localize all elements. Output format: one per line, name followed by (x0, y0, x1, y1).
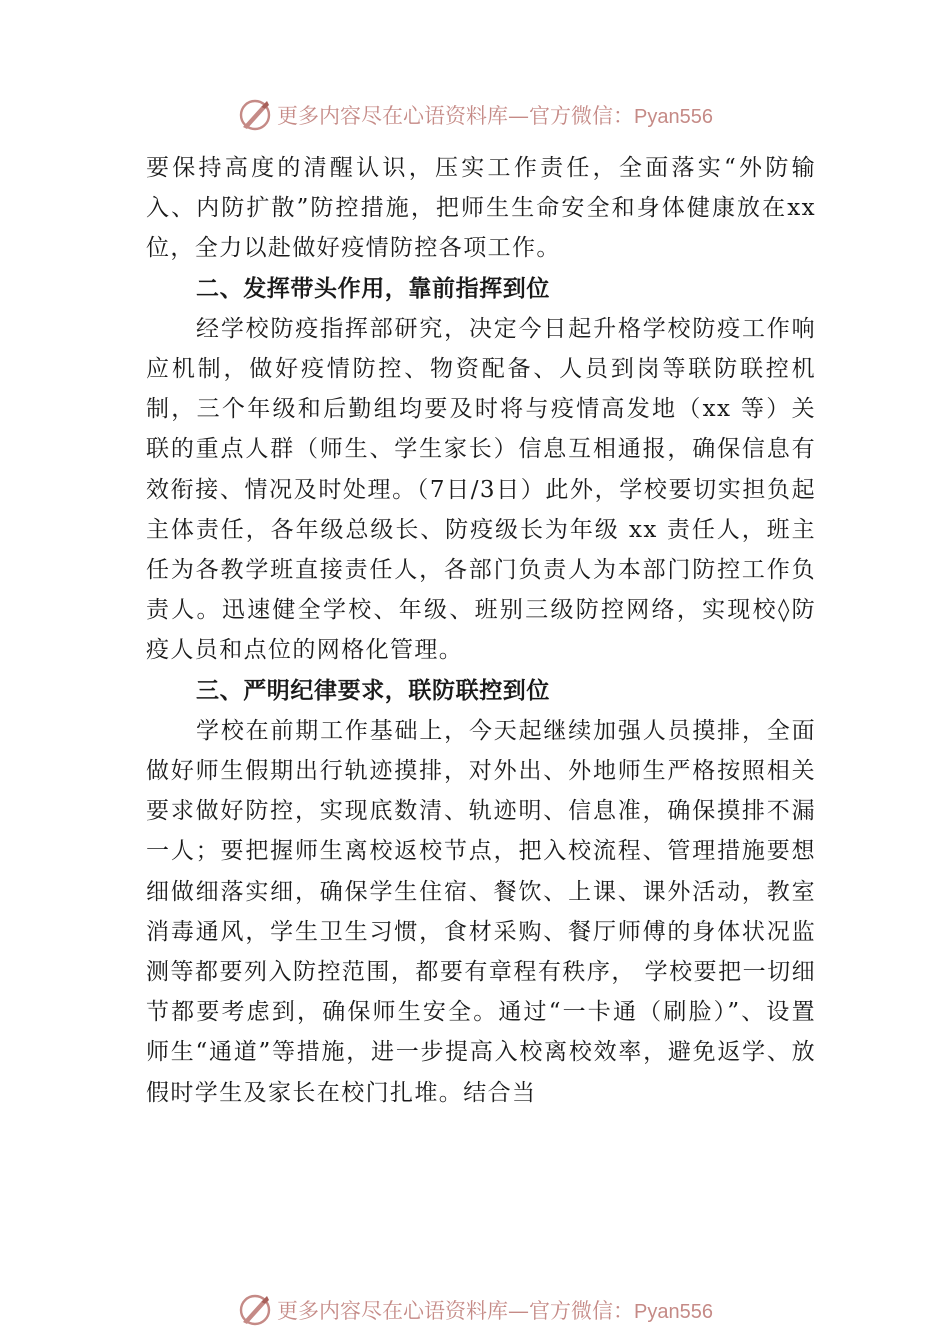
watermark-text: 更多内容尽在心语资料库—官方微信：Pyan556 (277, 104, 713, 128)
header-watermark (0, 95, 950, 135)
pen-ring-logo-icon (237, 1292, 273, 1328)
watermark-id: Pyan556 (634, 1301, 713, 1323)
document-body (146, 148, 816, 1113)
watermark-id: Pyan556 (634, 106, 713, 128)
watermark-text: 更多内容尽在心语资料库—官方微信：Pyan556 (277, 1299, 713, 1323)
footer-watermark (0, 1290, 950, 1330)
section-heading-3: 三、严明纪律要求，联防联控到位 (196, 677, 550, 704)
paragraph-2: 经学校防疫指挥部研究，决定今日起升格学校防疫工作响应机制，做好疫情防控、物资配备、人员到岗等联防联控机制，三个年级和后勤组均要及时将与疫情高发地（xx 等）关联的重点人群（师生、学生家长）信息互相通报，确保信息有效衔接、情况及时处理。（7日/3日）此外，学校要切实担负起主体责任，各年级总级长、防疫级长为年级 xx 责任人，班主任为各教学班直接责任人，各部门负责人为本部门防控工作负责人。迅速健全学校、年级、班别三级防控网络，实现校◊防疫人员和点位的网格化管理。 (146, 315, 816, 664)
pen-ring-logo-icon (237, 97, 273, 133)
section-heading-2: 二、发挥带头作用，靠前指挥到位 (196, 275, 550, 302)
paragraph-3: 学校在前期工作基础上，今天起继续加强人员摸排，全面做好师生假期出行轨迹摸排，对外出、外地师生严格按照相关要求做好防控，实现底数清、轨迹明、信息准，确保摸排不漏一人；要把握师生离校返校节点，把入校流程、管理措施要想细做细落实细，确保学生住宿、餐饮、上课、课外活动，教室消毒通风，学生卫生习惯，食材采购、餐厅师傅的身体状况监测等都要列入防控范围，都要有章程有秩序， 学校要把一切细节都要考虑到，确保师生安全。通过“一卡通（刷脸）”、设置师生“通道”等措施，进一步提高入校离校效率，避免返学、放假时学生及家长在校门扎堆。结合当 (146, 717, 816, 1106)
paragraph-1: 要保持高度的清醒认识，压实工作责任，全面落实“外防输入、内防扩散”防控措施，把师生生命安全和身体健康放在xx位，全力以赴做好疫情防控各项工作。 (146, 155, 816, 262)
